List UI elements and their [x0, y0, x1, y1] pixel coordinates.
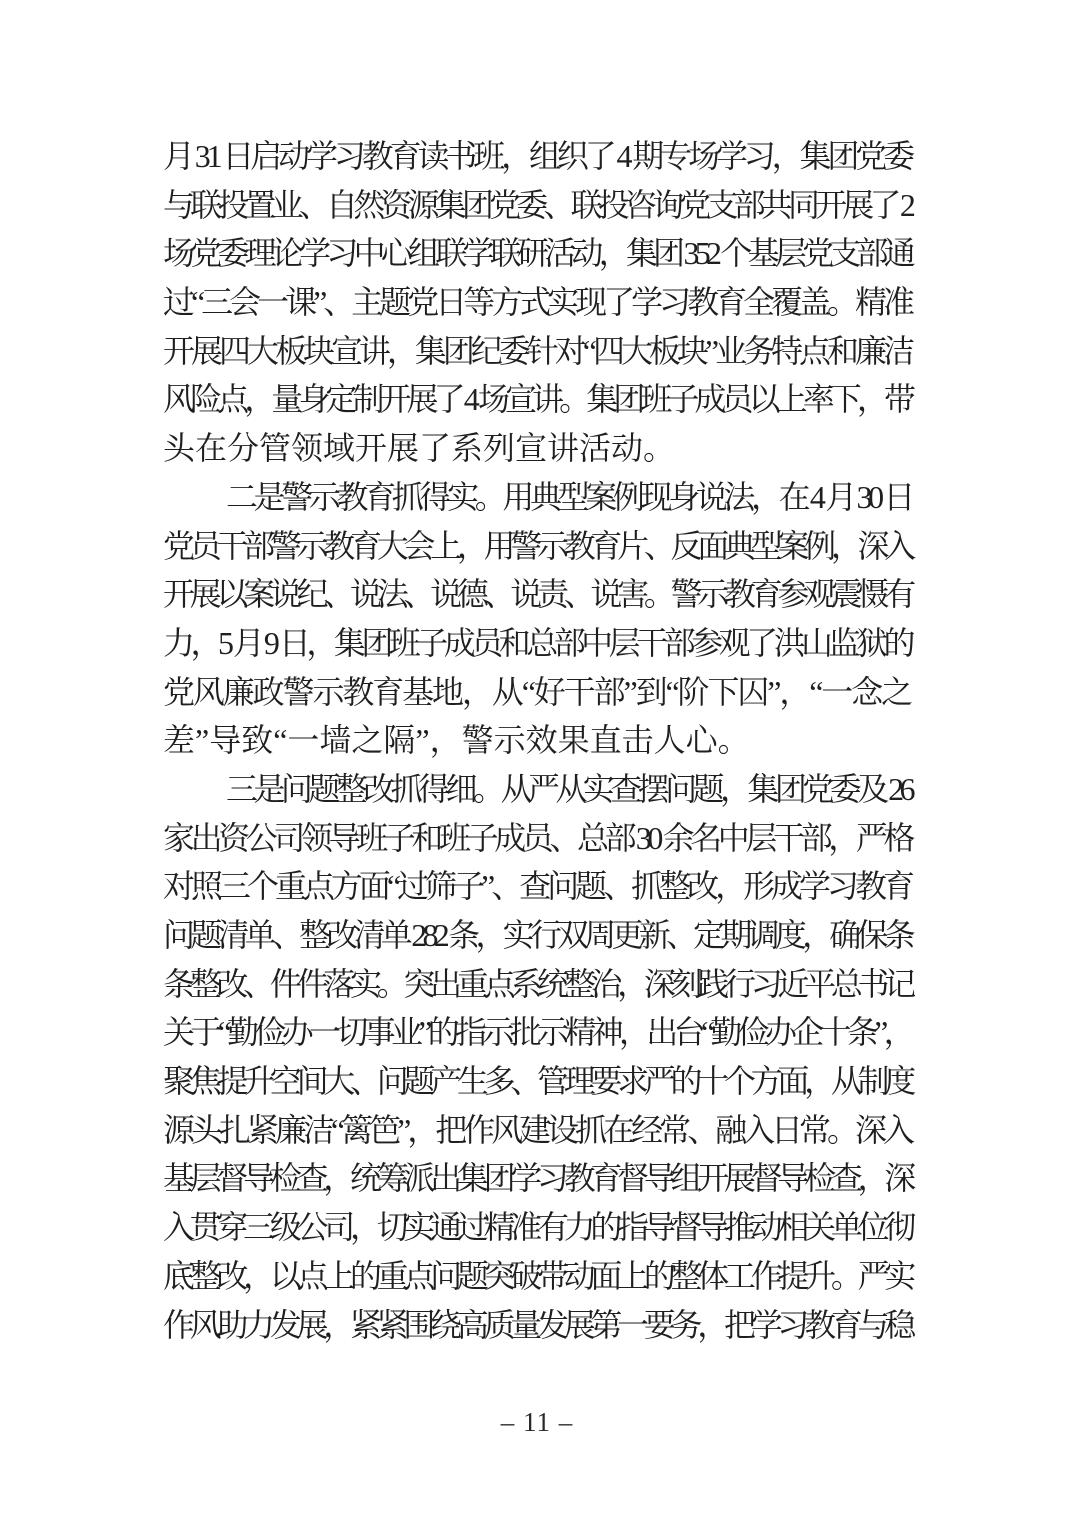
text-line-content: 条整改、件件落实。突出重点系统整治，深刻践行习近平总书记 — [163, 965, 911, 1002]
text-line — [163, 1057, 911, 1106]
text-line-content: 开展四大板块宣讲，集团纪委针对“四大板块”业务特点和廉洁 — [163, 332, 911, 369]
text-line — [163, 1106, 911, 1155]
text-line-content: 基层督导检查，统筹派出集团学习教育督导组开展督导检查，深 — [163, 1160, 911, 1197]
text-line — [163, 278, 911, 327]
text-line — [163, 1154, 911, 1203]
text-line — [163, 181, 911, 230]
text-line — [163, 229, 911, 278]
text-line-content: 党风廉政警示教育基地，从“好干部”到“阶下囚”，“一念之 — [163, 673, 911, 710]
text-line — [163, 814, 911, 863]
text-line — [163, 1252, 911, 1301]
text-line-content: 差”导致“一墙之隔”，警示效果直击人心。 — [163, 722, 750, 759]
text-line — [163, 522, 911, 571]
text-line-content: 过“三会一课”、主题党日等方式实现了学习教育全覆盖。精准 — [163, 284, 911, 321]
text-line — [163, 375, 911, 424]
text-line — [163, 570, 911, 619]
page-number: – 11 – — [500, 1407, 574, 1437]
text-line-content: 关于“勤俭办一切事业”的指示批示精神，出台“勤俭办企十条”， — [163, 1014, 911, 1051]
text-line-content: 入贯穿三级公司，切实通过精准有力的指导督导推动相关单位彻 — [163, 1209, 911, 1246]
text-line-content: 月 31 日启动学习教育读书班，组织了 4 期专场学习，集团党委 — [163, 138, 911, 174]
text-line-content: 底整改，以点上的重点问题突破带动面上的整体工作提升。严实 — [163, 1257, 911, 1294]
text-line — [163, 1203, 911, 1252]
text-line-content: 对照三个重点方面“过筛子”、查问题、抓整改，形成学习教育 — [163, 868, 911, 905]
text-line — [163, 1008, 911, 1057]
text-line — [163, 1301, 911, 1350]
text-line-content: 聚焦提升空间大、问题产生多、管理要求严的十个方面，从制度 — [163, 1063, 911, 1100]
text-line-content: 力，5 月 9 日，集团班子成员和总部中层干部参观了洪山监狱的 — [163, 624, 911, 661]
text-line-content: 家出资公司领导班子和班子成员、总部 30 余名中层干部，严格 — [163, 819, 911, 856]
text-line-content: 二是警示教育抓得实。用典型案例现身说法，在 4 月 30 日 — [226, 478, 911, 515]
text-line — [163, 473, 911, 522]
text-line-content: 源头扎紧廉洁“篱笆”，把作风建设抓在经常、融入日常。深入 — [163, 1111, 911, 1148]
text-line-content: 风险点，量身定制开展了 4 场宣讲。集团班子成员以上率下，带 — [163, 381, 911, 418]
text-line — [163, 668, 911, 717]
text-line-content: 头在分管领域开展了系列宣讲活动。 — [163, 430, 676, 467]
text-line — [163, 716, 911, 765]
text-line-content: 开展以案说纪、说法、说德、说责、说害。警示教育参观震慑有 — [163, 576, 911, 613]
text-line — [163, 132, 911, 181]
text-line — [163, 765, 911, 814]
text-line-content: 党员干部警示教育大会上，用警示教育片、反面典型案例，深入 — [163, 527, 911, 564]
text-line-content: 与联投置业、自然资源集团党委、联投咨询党支部共同开展了 2 — [163, 186, 911, 223]
text-line — [163, 619, 911, 668]
page-footer — [0, 1402, 1074, 1442]
text-line — [163, 327, 911, 376]
text-line — [163, 960, 911, 1009]
text-line — [163, 911, 911, 960]
text-line-content: 场党委理论学习中心组联学联研活动，集团 352 个基层党支部通 — [163, 235, 911, 272]
text-line-content: 问题清单、整改清单 282 条，实行双周更新、定期调度，确保条 — [163, 917, 911, 953]
text-line — [163, 862, 911, 911]
text-line-content: 三是问题整改抓得细。从严从实查摆问题，集团党委及 26 — [226, 770, 911, 807]
text-block — [163, 132, 911, 1349]
text-line-content: 作风助力发展，紧紧围绕高质量发展第一要务，把学习教育与稳 — [163, 1306, 911, 1343]
text-line — [163, 424, 911, 473]
